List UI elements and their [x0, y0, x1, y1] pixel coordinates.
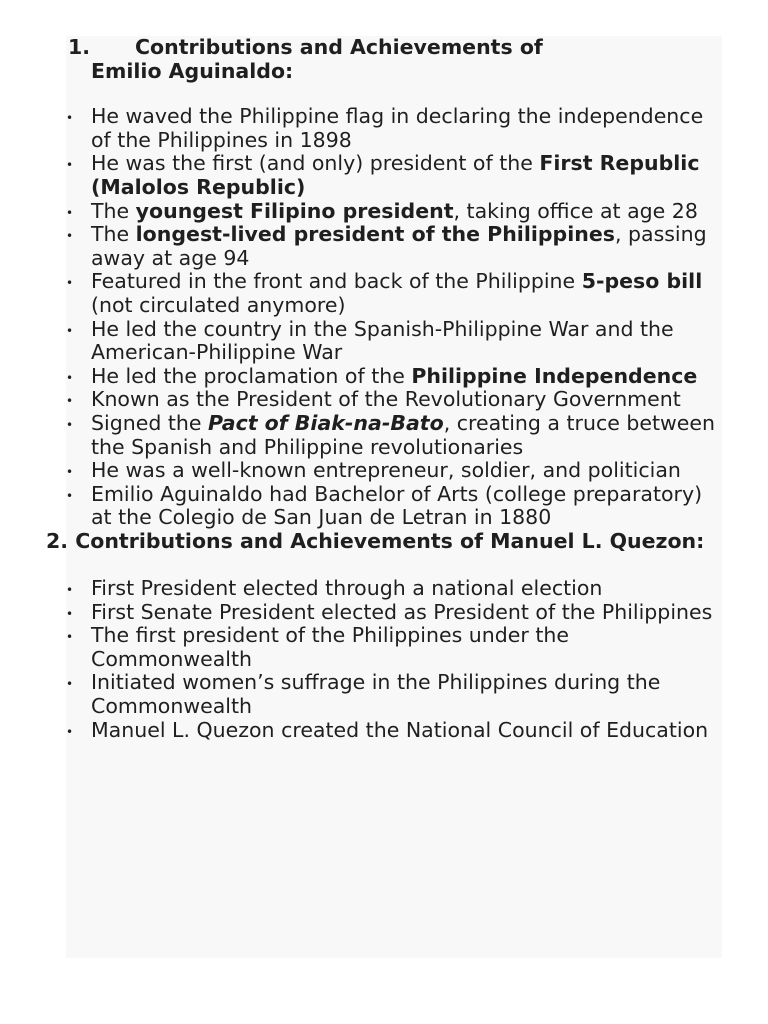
bullet-icon: • — [66, 158, 74, 173]
bullet-icon: • — [66, 583, 74, 598]
section-1-number: 1. — [68, 35, 91, 59]
bullet-icon: • — [66, 323, 74, 338]
bullet-icon: • — [66, 111, 74, 126]
list-item: • The youngest Filipino president, taking office at age 28 — [0, 200, 768, 224]
document-content — [0, 36, 768, 742]
list-item: • First Senate President elected as President of the Philippines — [0, 601, 768, 625]
list-item: • Manuel L. Quezon created the National Council of Education — [0, 719, 768, 743]
section-2-list — [0, 577, 768, 742]
bullet-icon: • — [66, 205, 74, 220]
section-1-list — [0, 105, 768, 530]
section-1-title-line-1: Contributions and Achievements of — [135, 35, 543, 59]
list-item: • First President elected through a national election — [0, 577, 768, 601]
bullet-icon: • — [66, 488, 74, 503]
list-item: • Emilio Aguinaldo had Bachelor of Arts (college preparatory) at the Colegio de San Juan de Letran in 1880 — [66, 481, 703, 530]
list-item: • He waved the Philippine flag in declaring the independence of the Philippines in 1898 — [66, 104, 704, 152]
bullet-icon: • — [66, 417, 74, 432]
list-item: • He led the proclamation of the Philippine Independence — [0, 365, 768, 389]
section-1-heading — [0, 36, 768, 83]
section-2-heading: 2. Contributions and Achievements of Manuel L. Quezon: — [46, 528, 705, 553]
bullet-icon: • — [66, 276, 74, 291]
list-item: • The longest-lived president of the Philippines, passing away at age 94 — [66, 222, 707, 270]
bullet-icon: • — [66, 465, 74, 480]
bullet-icon: • — [66, 630, 74, 645]
list-item: • Signed the Pact of Biak-na-Bato, creating a truce between the Spanish and Philippine revolutionaries — [66, 410, 715, 459]
list-item: • Known as the President of the Revolutionary Government — [0, 388, 768, 412]
bullet-icon: • — [66, 394, 74, 409]
bullet-icon: • — [66, 606, 74, 621]
list-item: • He led the country in the Spanish-Philippine War and the American-Philippine War — [66, 316, 674, 365]
list-item: • He was a well-known entrepreneur, soldier, and politician — [0, 459, 768, 483]
section-1-title-line-2: Emilio Aguinaldo: — [91, 58, 294, 83]
bullet-icon: • — [66, 677, 74, 692]
list-item: • Initiated women’s suffrage in the Philippines during the Commonwealth — [66, 670, 661, 719]
list-item: • The first president of the Philippines under the Commonwealth — [66, 623, 569, 671]
bullet-icon: • — [66, 229, 74, 244]
bullet-icon: • — [66, 370, 74, 385]
bullet-icon: • — [66, 724, 74, 739]
list-item: • Featured in the front and back of the Philippine 5-peso bill (not circulated anymore) — [66, 269, 703, 317]
list-item: • He was the first (and only) president of the First Republic (Malolos Republic) — [66, 151, 700, 199]
